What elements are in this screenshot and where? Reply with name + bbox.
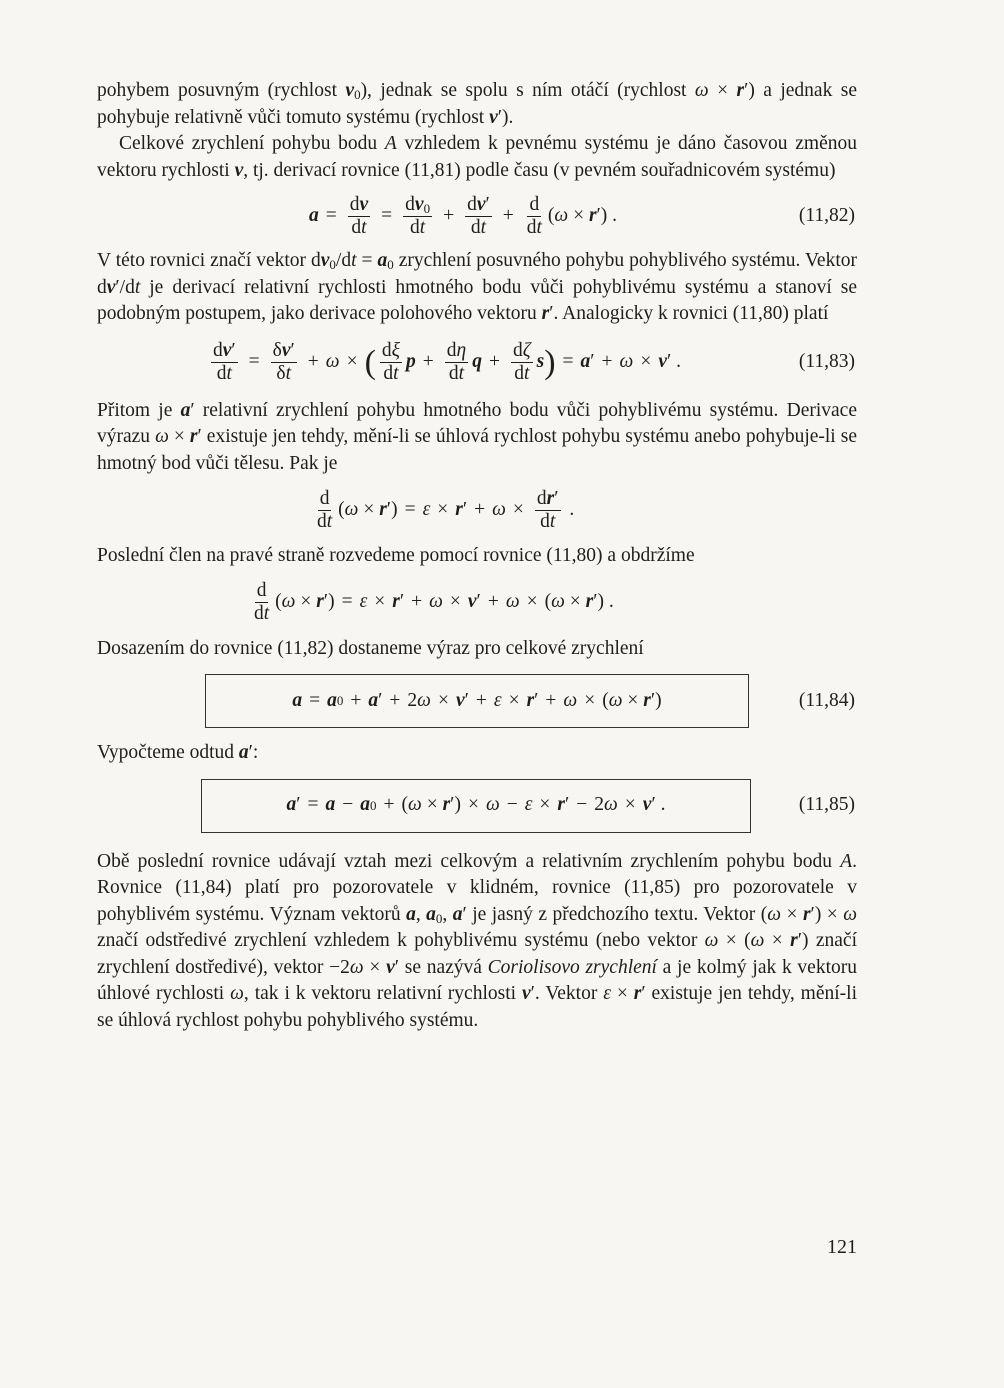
text: Přitom je [97, 399, 181, 421]
text: Obě poslední rovnice udávají vztah mezi celkovým a relativním zrychlením pohybu bodu [97, 850, 841, 872]
paragraph-7: Vypočteme odtud a′: [97, 742, 259, 763]
boxed-equation: a = a 0 + a ′ + 2 ω × v ′ + ε × r ′ + ω × ( ω × r ′) [205, 674, 749, 728]
text: je derivací relativní rychlosti hmotného bodu vůči pohyblivému systému a stanoví se podobným postupem, jako derivace polohového vektoru [97, 276, 857, 324]
text: A [840, 850, 853, 872]
text: . Analogicky k rovnici (11,80) platí [553, 303, 829, 324]
text: je jasný z předchozího textu. Vektor [466, 903, 761, 925]
text: ). [502, 106, 514, 128]
equation-number: (11,84) [798, 689, 855, 711]
page-body [97, 78, 857, 1034]
text: Celkové zrychlení pohybu bodu [119, 133, 385, 154]
text: , tj. derivací rovnice (11,81) podle času (v pevném souřadnicovém systému) [243, 159, 836, 181]
text: pohybem posuvným (rychlost [97, 80, 346, 101]
paragraph-1: pohybem posuvným (rychlost $v_0$), jednak se spolu s ním otáčí (rychlost ω × r′) a jednak se pohybuje relativně vůči tomuto systému (rychlost v′). [97, 80, 857, 128]
equation-number: (11,82) [798, 204, 855, 226]
text: zrychlení posuvného pohybu pohyblivého systému. Vektor d [97, 250, 858, 298]
text: V této rovnici značí vektor d [97, 250, 321, 271]
paragraph-2: Celkové zrychlení pohybu bodu A vzhledem k pevnému systému je dáno časovou změnou vektoru rychlosti v, tj. derivací rovnice (11,81) podle času (v pevném souřadnicovém systému) [97, 133, 857, 181]
paragraph-3: V této rovnici značí vektor $dv_0/dt = a_0$ zrychlení posuvného pohybu pohyblivého systému. Vektor dv′/dt je derivací relativní rychlosti hmotného bodu vůči pohyblivému systému a stanoví se podobným postupem, jako derivace polohového vektoru r′. Analogicky k rovnici (11,80) platí [97, 250, 858, 324]
equation-derivative-1: $\frac{d}{dt}$ ( ω × r ′) = ε × r ′ + ω × $\frac{dr'}{dt}$ . [317, 487, 575, 532]
page-number: 121 [827, 1236, 857, 1258]
text: A [384, 133, 397, 154]
text: . Rovnice (11,84) platí pro pozorovatele v klidném, rovnice (11,85) pro pozorovatele v pohyblivém systému. Význam vektorů [97, 850, 857, 925]
equation-11-84 [97, 668, 857, 734]
boxed-equation: a ′ = a − a 0 + ( ω × r ′) × ω − ε × r ′ − 2 ω × v ′ . [201, 779, 751, 833]
text: existuje jen tehdy, mění-li se úhlová rychlost pohybu pohyblivého systému. [97, 983, 857, 1031]
paragraph-4: Přitom je a′ relativní zrychlení pohybu hmotného bodu vůči pohyblivému systému. Derivace výrazu ω × r′ existuje jen tehdy, mění-li se úhlová rychlost pohybu systému anebo pohybuje-li se hmotný bod vůči tělesu. Pak je [97, 399, 857, 474]
text: značí zrychlení dostředivé), vektor [97, 930, 857, 978]
equation-number: (11,83) [798, 351, 855, 373]
equation-derivative-2: $\frac{d}{dt}$ ( ω × r ′) = ε × r ′ + ω × v ′ + ω × ( ω × r ′) . [254, 580, 614, 624]
paragraph-6: Dosazením do rovnice (11,82) dostaneme výraz pro celkové zrychlení [97, 637, 644, 659]
equation-11-83: $\frac{dv'}{dt}$ = $\frac{\delta v'}{\delta t}$ + ω × ( $\frac{d\xi}{dt}$ p + $\frac{d\eta}{dt}$ q + $\frac{d\zeta}{dt}$ s ) = a ′ + ω × v ′ . (11,83) [97, 328, 857, 398]
text: značí odstředivé zrychlení vzhledem k pohyblivému systému (nebo vektor [97, 930, 705, 951]
text: vzhledem k pevnému systému je dáno časovou změnou vektoru rychlosti [97, 133, 857, 181]
equation-number: (11,85) [798, 794, 855, 816]
text: Vypočteme odtud [97, 742, 239, 763]
text: : [252, 742, 259, 763]
text: a je kolmý jak k vektoru úhlové rychlosti [97, 956, 857, 1004]
equation-11-85 [97, 773, 857, 839]
paragraph-5: Poslední člen na pravé straně rozvedeme pomocí rovnice (11,80) a obdržíme [97, 545, 695, 566]
text: , tak i k vektoru relativní rychlosti [243, 983, 522, 1004]
equation-11-82: a = $\frac{dv}{dt}$ = $\frac{dv_0}{dt}$ + $\frac{dv'}{dt}$ + $\frac{d}{dt}$ ( ω × r ′) . (11,82) [97, 184, 857, 248]
text: existuje jen tehdy, mění-li se úhlová rychlost pohybu systému anebo pohybuje-li se hmotný bod vůči tělesu. Pak je [97, 426, 857, 474]
coriolis-term: Coriolisovo zrychlení [487, 956, 657, 978]
text: ), jednak se spolu s ním otáčí (rychlost [360, 80, 695, 101]
text: relativní zrychlení pohybu hmotného bodu vůči pohyblivému systému. Derivace výrazu [97, 399, 857, 447]
paragraph-8: Obě poslední rovnice udávají vztah mezi celkovým a relativním zrychlením pohybu bodu A. Rovnice (11,84) platí pro pozorovatele v klidném, rovnice (11,85) pro pozorovatele v pohyblivém systému. Význam vektorů a, $a_0$, a′ je jasný z předchozího textu. Vektor (ω × r′) × ω značí odstředivé zrychlení vzhledem k pohyblivému systému (nebo vektor ω × (ω × r′) značí zrychlení dostředivé), vektor −2ω × v′ se nazývá Coriolisovo zrychlení a je kolmý jak k vektoru úhlové rychlosti ω, tak i k vektoru relativní rychlosti v′. Vektor ε × r′ existuje jen tehdy, mění-li se úhlová rychlost pohybu pohyblivého systému. [97, 850, 858, 1031]
text: se nazývá [399, 956, 488, 978]
text: . Vektor [534, 983, 604, 1004]
text: ) a jednak se pohybuje relativně vůči tomuto systému (rychlost [97, 80, 857, 128]
